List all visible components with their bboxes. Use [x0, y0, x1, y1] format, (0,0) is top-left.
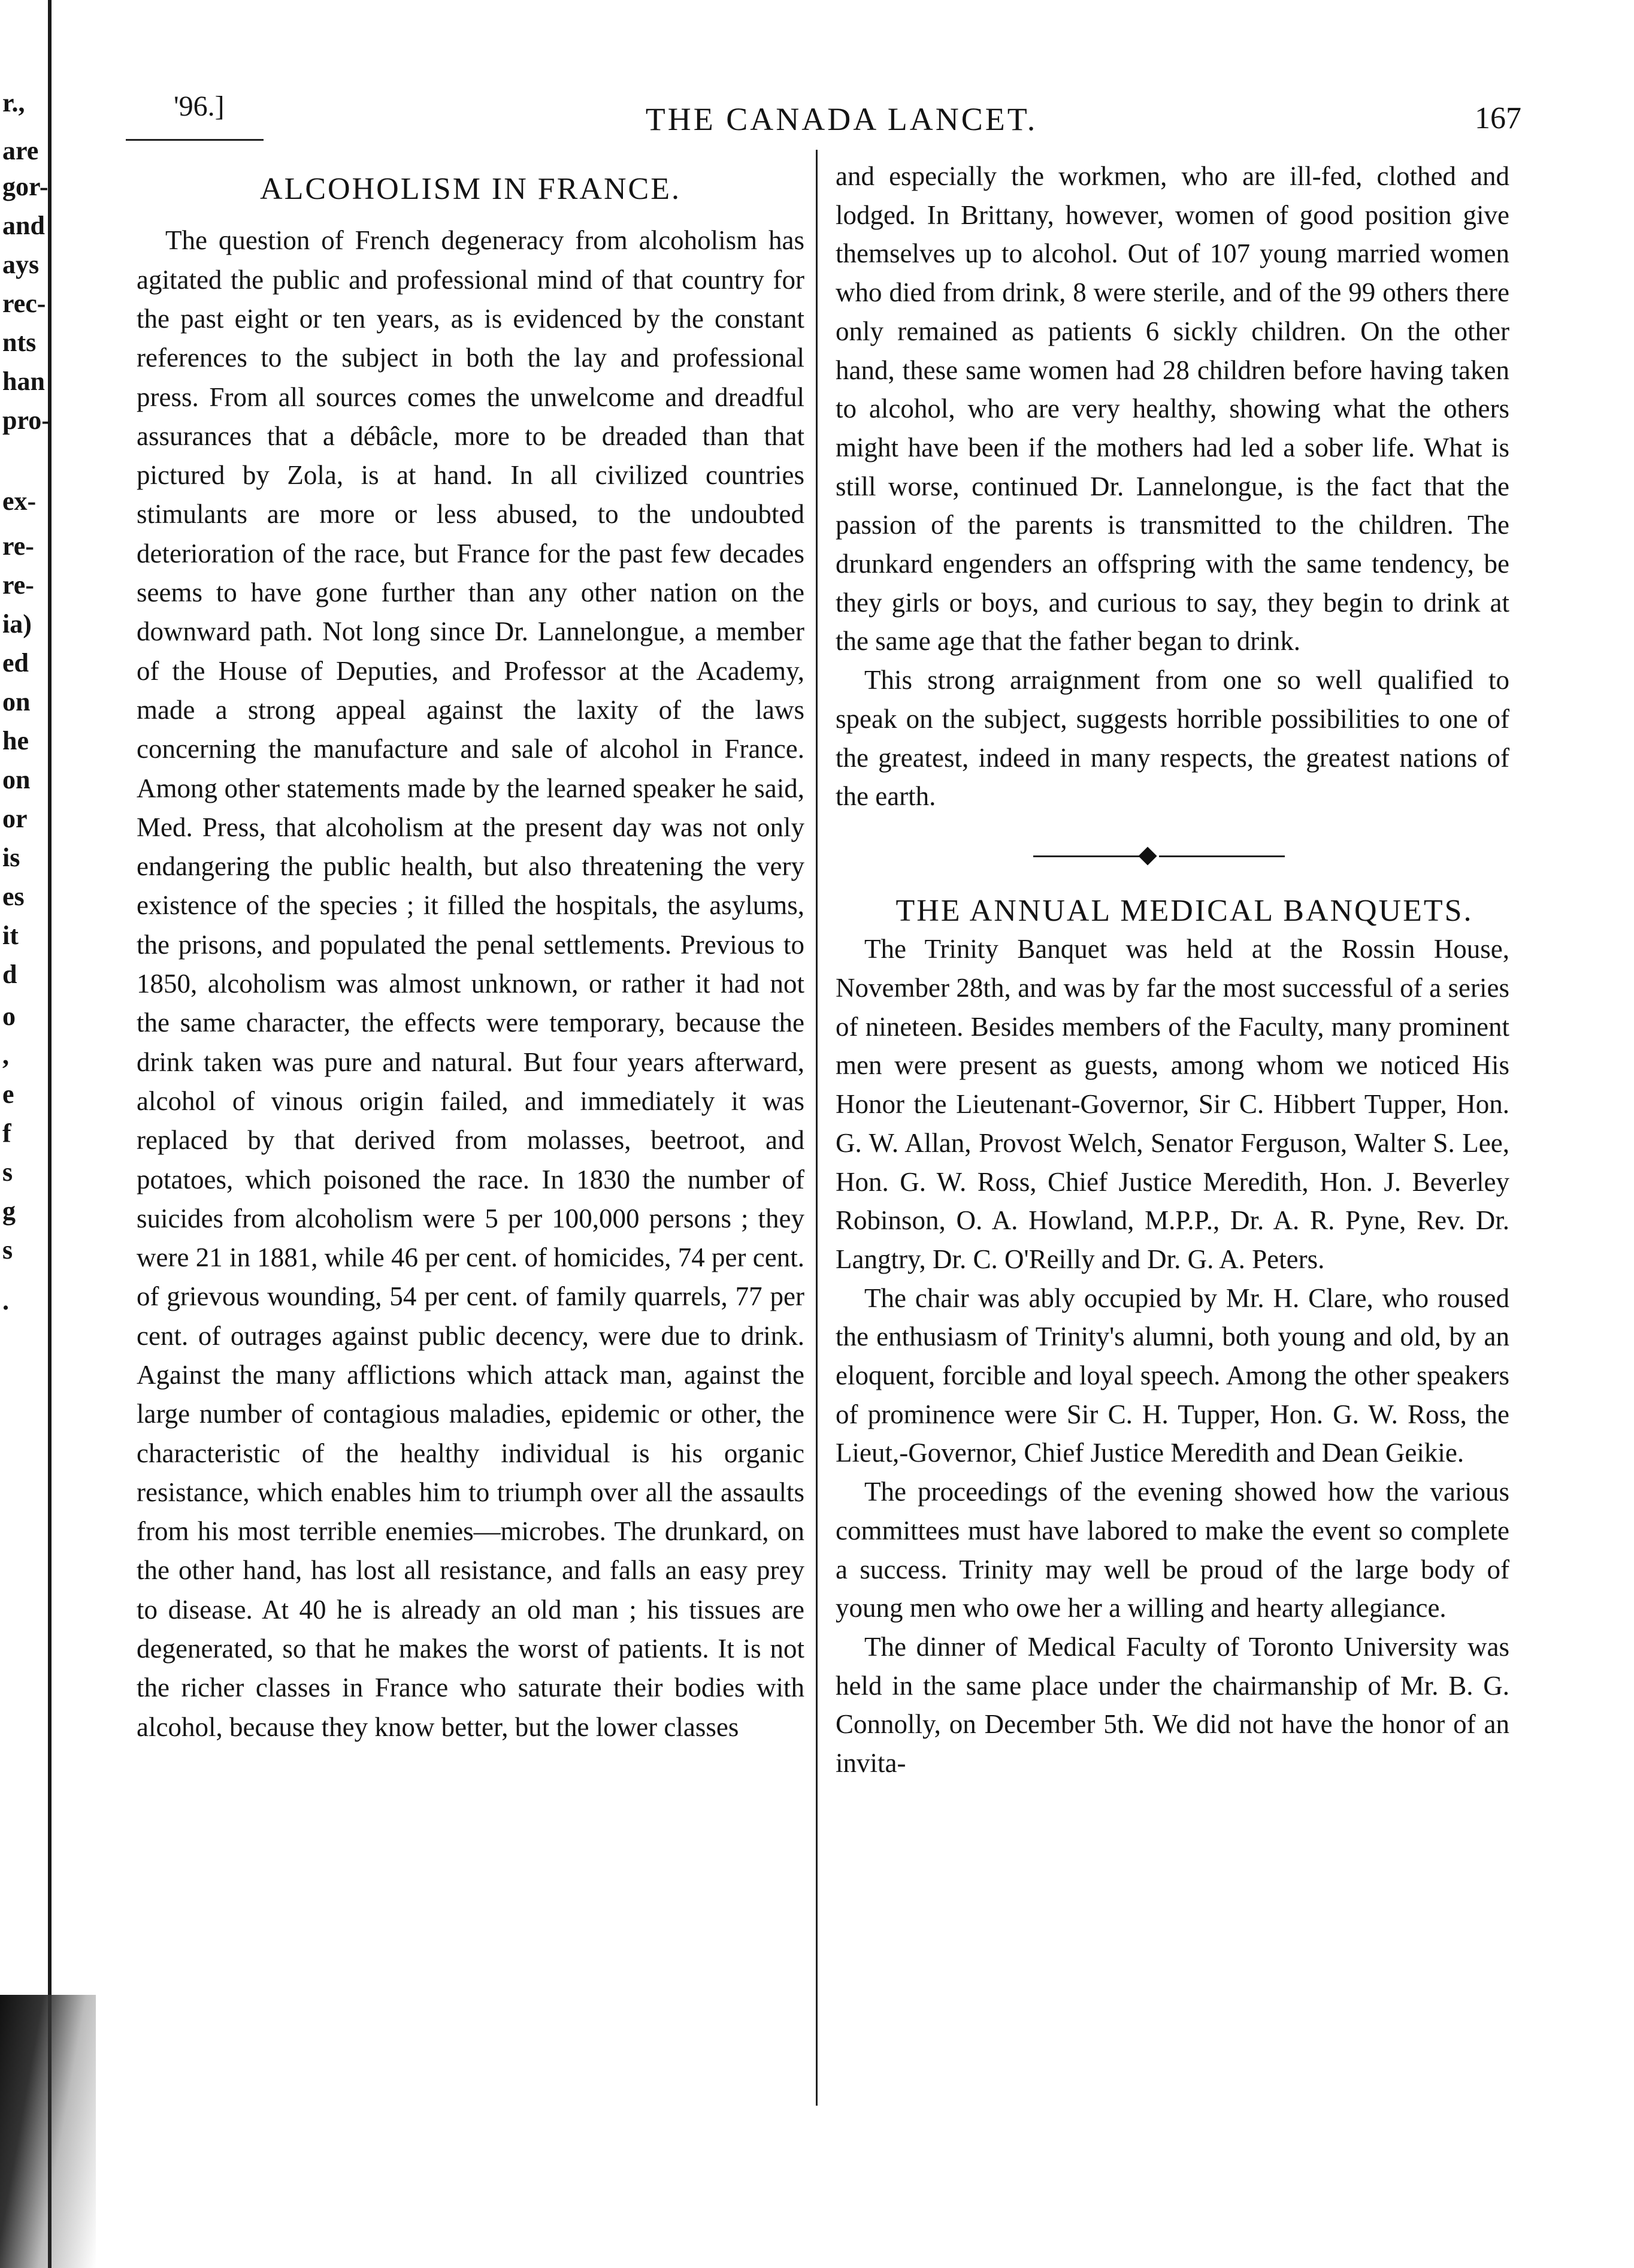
ornament-line — [1033, 855, 1141, 857]
header-rule — [126, 139, 264, 141]
right-column — [836, 157, 1509, 1783]
article-title: ALCOHOLISM IN FRANCE. — [260, 172, 681, 206]
article-title: THE ANNUAL MEDICAL BANQUETS. — [895, 893, 1473, 928]
fragment: on — [2, 765, 31, 794]
article-paragraph: The chair was ably occupied by Mr. H. Clare, who roused the enthusiasm of Trinity's alumni, both young and old, by an eloquent, forcible and loyal speech. Among the other speakers of prominence were Sir C. H. Tupper, Hon. G. W. Ross, the Lieut,-Governor, Chief Justice Meredith and Dean Geikie. — [836, 1283, 1509, 1468]
fragment: or — [2, 804, 28, 833]
fragment: re- — [2, 531, 34, 561]
running-header — [162, 90, 1521, 138]
ornament-diamond-icon — [1138, 846, 1157, 865]
article-paragraph: The Trinity Banquet was held at the Rossin House, November 28th, and was by far the most successful of a series of nineteen. Besides members of the Faculty, many prominent men were present as guests, among whom we noticed His Honor the Lieutenant-Governor, Sir C. Hibbert Tupper, Hon. G. W. Allan, Provost Welch, Senator Ferguson, Walter S. Lee, Hon. G. W. Ross, Chief Justice Meredith, Hon. J. Beverley Robinson, O. A. Howland, M.P.P., Dr. A. R. Pyne, Rev. Dr. Langtry, Dr. C. O'Reilly and Dr. G. A. Peters. — [836, 934, 1509, 1274]
fragment: ex- — [2, 486, 37, 516]
spine-shadow — [0, 1995, 96, 2268]
fragment: g — [2, 1196, 16, 1226]
column-divider — [816, 150, 818, 2106]
fragment: ays — [2, 250, 40, 279]
fragment: pro- — [2, 406, 50, 435]
fragment: o — [2, 1002, 16, 1031]
article-paragraph: The question of French degeneracy from alcoholism has agitated the public and professional mind of that country for the past eight or ten years, as is evidenced by the constant references to the subject in both the lay and professional press. From all sources comes the unwelcome and dreadful assurances that a débâcle, more to be dreaded than that pictured by Zola, is at hand. In all civilized countries stimulants are more or less abused, to the undoubted deterioration of the race, but France for the past few decades seems to have gone further than any other nation on the downward path. Not long since Dr. Lannelongue, a member of the House of Deputies, and Professor at the Academy, made a strong appeal against the laxity of the laws concerning the manufacture and sale of alcohol in France. Among other statements made by the learned speaker he said, Med. Press, that alcoholism at the present day was not only endangering the public health, but also threatening the very existence of the species ; it filled the hospitals, the asylums, the prisons, and populated the penal settlements. Previous to 1850, alcoholism was almost unknown, or rather it had not the same character, the effects were temporary, because the drink taken was pure and natural. But four years afterward, alcohol of vinous origin failed, and immediately it was replaced by that derived from molasses, beetroot, and potatoes, which poisoned the race. In 1830 the number of suicides from alcoholism were 5 per 100,000 persons ; they were 21 in 1881, while 46 per cent. of homicides, 74 per cent. of grievous wounding, 54 per cent. of family quarrels, 77 per cent. of outrages against public decency, were due to drink. Against the many afflictions which attack man, against the large number of contagious maladies, epidemic or other, the characteristic of the healthy individual is his organic resistance, which enables him to triumph over all the assaults from his most terrible enemies—microbes. The drunkard, on the other hand, has lost all resistance, and falls an easy prey to disease. At 40 he is already an old man ; his tissues are degenerated, so that he makes the worst of patients. It is not the richer classes in France who saturate their bodies with alcohol, because they know better, but the lower classes — [137, 225, 804, 1742]
left-column — [137, 171, 804, 1747]
fragment: on — [2, 687, 31, 716]
fragment: rec- — [2, 289, 46, 318]
fragment: it — [2, 921, 19, 950]
article-paragraph: The dinner of Medical Faculty of Toronto University was held in the same place under the chairmanship of Mr. B. G. Connolly, on December 5th. We did not have the honor of an invita- — [836, 1632, 1509, 1779]
fragment: are — [2, 136, 39, 165]
fragment: . — [2, 1286, 9, 1316]
issue-date: '96.] — [174, 90, 225, 122]
fragment: f — [2, 1118, 11, 1148]
facing-page-edge — [48, 0, 52, 2268]
fragment: s — [2, 1157, 13, 1187]
ornament-line — [1159, 855, 1285, 857]
fragment: s — [2, 1235, 13, 1265]
fragment: is — [2, 843, 20, 872]
page-number: 167 — [1475, 101, 1521, 135]
article-paragraph: This strong arraignment from one so well qualified to speak on the subject, suggests horrible possibilities to one of the greatest, indeed in many respects, the greatest nations of the earth. — [836, 665, 1509, 812]
fragment: ia) — [2, 609, 32, 639]
fragment: d — [2, 960, 17, 989]
fragment: nts — [2, 328, 37, 357]
journal-title: THE CANADA LANCET. — [645, 101, 1038, 137]
fragment: r., — [2, 88, 25, 117]
fragment: e — [2, 1079, 14, 1109]
fragment: gor- — [2, 172, 49, 201]
fragment: re- — [2, 570, 34, 600]
article-paragraph: The proceedings of the evening showed how the various committees must have labored to make the event so complete a success. Trinity may well be proud of the large body of young men who owe her a willing and hearty allegiance. — [836, 1477, 1509, 1623]
fragment: , — [2, 1041, 9, 1070]
section-divider-ornament — [836, 839, 1509, 875]
article-paragraph: and especially the workmen, who are ill-fed, clothed and lodged. In Brittany, however, women of good position give themselves up to alcohol. Out of 107 young married women who died from drink, 8 were sterile, and of the 99 others there only remained as patients 6 sickly children. On the other hand, these same women had 28 children before having taken to alcohol, who are very healthy, showing what the others might have been if the mothers had led a sober life. What is still worse, continued Dr. Lannelongue, is the fact that the passion of the parents is transmitted to the children. The drunkard engenders an offspring with the same tendency, be they girls or boys, and curious to say, they begin to drink at the same age that the father began to drink. — [836, 161, 1509, 657]
fragment: he — [2, 726, 29, 755]
fragment: es — [2, 882, 25, 911]
fragment: and — [2, 211, 45, 240]
fragment: ed — [2, 648, 29, 678]
fragment: han — [2, 367, 45, 396]
